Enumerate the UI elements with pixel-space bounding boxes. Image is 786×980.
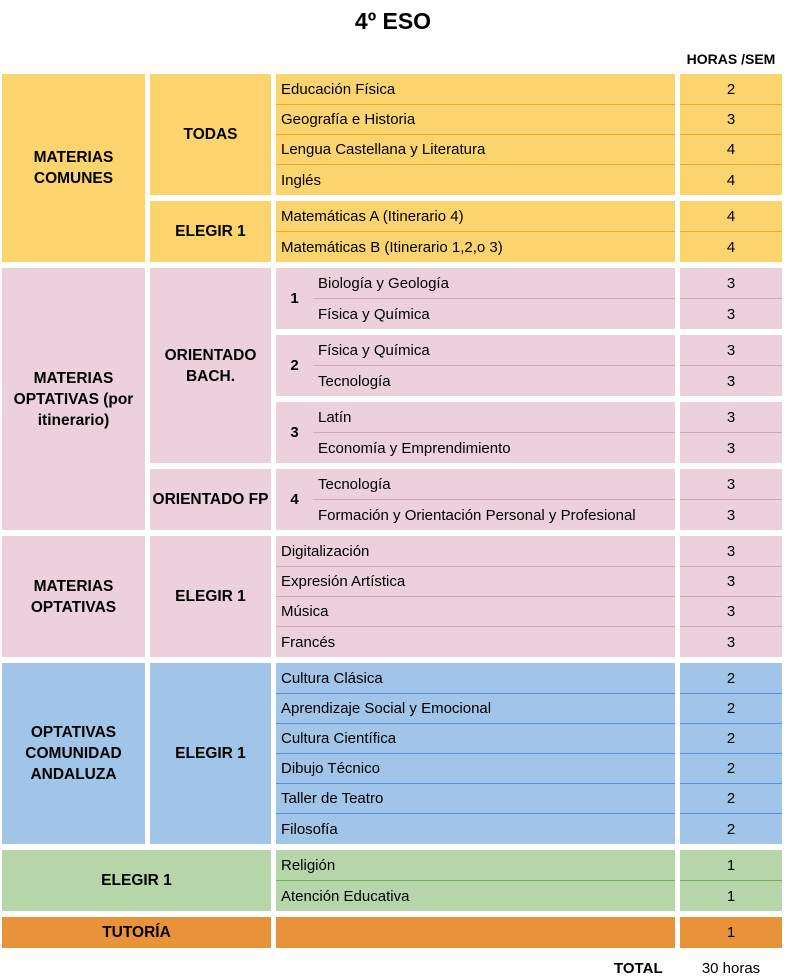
subject-hours: 3	[680, 566, 782, 596]
subgroup-elegir-andaluza: ELEGIR 1	[150, 663, 271, 844]
subject-name: Educación Física	[276, 74, 675, 104]
subject-hours: 1	[680, 850, 782, 880]
subject-name: Atención Educativa	[276, 880, 675, 911]
group-materias-optativas-itinerario: MATERIAS OPTATIVAS (por itinerario)	[2, 268, 145, 530]
subgroup-elegir-matematicas: ELEGIR 1	[150, 201, 271, 262]
subject-hours: 4	[680, 134, 782, 164]
subject-name: Economía y Emprendimiento	[313, 432, 675, 463]
subject-name: Matemáticas B (Itinerario 1,2,o 3)	[276, 231, 675, 262]
subgroup-elegir-optativas: ELEGIR 1	[150, 536, 271, 657]
itinerario-number: 4	[276, 469, 313, 530]
subject-hours: 1	[680, 880, 782, 911]
subject-name: Latín	[313, 402, 675, 432]
subject-name: Aprendizaje Social y Emocional	[276, 693, 675, 723]
subject-hours: 3	[680, 536, 782, 566]
subject-hours: 3	[680, 104, 782, 134]
group-optativas-andaluza: OPTATIVAS COMUNIDAD ANDALUZA	[2, 663, 145, 844]
group-elegir-religion: ELEGIR 1	[2, 850, 271, 911]
subject-hours: 3	[680, 432, 782, 463]
subject-hours: 2	[680, 74, 782, 104]
tutoria-hours: 1	[680, 917, 782, 948]
subject-hours: 3	[680, 335, 782, 365]
subject-name: Religión	[276, 850, 675, 880]
subject-name: Geografía e Historia	[276, 104, 675, 134]
subject-name: Taller de Teatro	[276, 783, 675, 813]
subject-hours: 3	[680, 469, 782, 499]
total-label: TOTAL	[614, 960, 663, 977]
subject-hours: 3	[680, 298, 782, 329]
subject-name: Francés	[276, 626, 675, 657]
subject-hours: 3	[680, 402, 782, 432]
subject-name: Filosofía	[276, 813, 675, 844]
subject-hours: 3	[680, 596, 782, 626]
subject-hours: 4	[680, 201, 782, 231]
subject-name: Inglés	[276, 164, 675, 195]
subgroup-orientado-bach: ORIENTADO BACH.	[150, 268, 271, 463]
subject-hours: 2	[680, 813, 782, 844]
subject-hours: 3	[680, 268, 782, 298]
subject-name: Dibujo Técnico	[276, 753, 675, 783]
tutoria-subject-cell	[276, 917, 675, 948]
itinerario-number: 2	[276, 335, 313, 396]
subject-name: Digitalización	[276, 536, 675, 566]
subject-hours: 2	[680, 783, 782, 813]
subject-name: Física y Química	[313, 298, 675, 329]
subject-name: Expresión Artística	[276, 566, 675, 596]
total-value: 30 horas	[701, 960, 761, 977]
hours-column-header: HORAS /SEM	[686, 51, 776, 67]
subject-name: Cultura Clásica	[276, 663, 675, 693]
itinerario-number: 3	[276, 402, 313, 463]
page-title: 4º ESO	[354, 8, 432, 34]
subject-hours: 2	[680, 693, 782, 723]
subject-hours: 2	[680, 723, 782, 753]
subject-hours: 4	[680, 164, 782, 195]
subject-name: Formación y Orientación Personal y Profesional	[313, 499, 675, 530]
subject-hours: 3	[680, 499, 782, 530]
subject-name: Biología y Geología	[313, 268, 675, 298]
group-tutoria: TUTORÍA	[2, 917, 271, 948]
subject-hours: 3	[680, 365, 782, 396]
subject-hours: 4	[680, 231, 782, 262]
subject-name: Lengua Castellana y Literatura	[276, 134, 675, 164]
group-materias-comunes: MATERIAS COMUNES	[2, 74, 145, 262]
subgroup-todas: TODAS	[150, 74, 271, 195]
subject-name: Tecnología	[313, 469, 675, 499]
group-materias-optativas: MATERIAS OPTATIVAS	[2, 536, 145, 657]
subject-hours: 2	[680, 663, 782, 693]
subject-name: Física y Química	[313, 335, 675, 365]
subject-name: Tecnología	[313, 365, 675, 396]
itinerario-number: 1	[276, 268, 313, 329]
subject-name: Cultura Científica	[276, 723, 675, 753]
subgroup-orientado-fp: ORIENTADO FP	[150, 469, 271, 530]
subject-hours: 2	[680, 753, 782, 783]
subject-name: Matemáticas A (Itinerario 4)	[276, 201, 675, 231]
subject-hours: 3	[680, 626, 782, 657]
subject-name: Música	[276, 596, 675, 626]
